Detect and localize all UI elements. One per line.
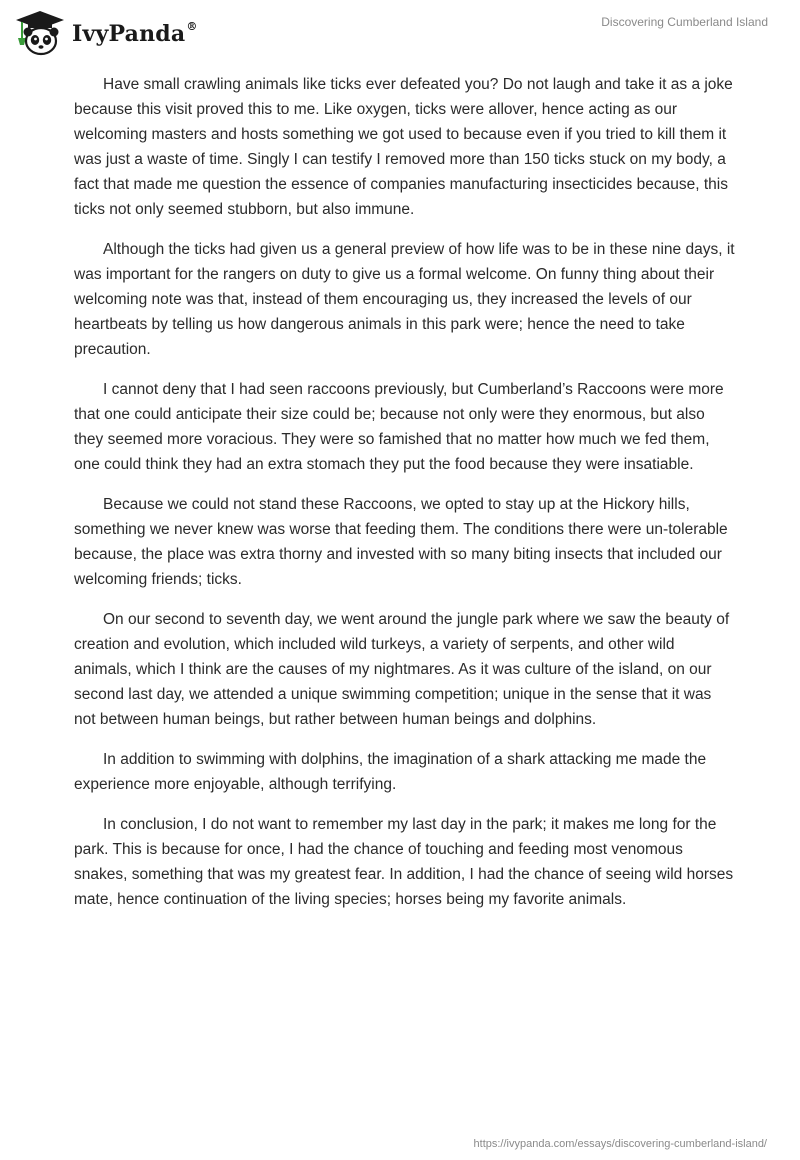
- page-header: [0, 0, 800, 70]
- source-url[interactable]: https://ivypanda.com/essays/discovering-cumberland-island/: [473, 1138, 767, 1150]
- essay-body: [74, 72, 736, 927]
- document-title: Discovering Cumberland Island: [601, 15, 768, 29]
- paragraph: In addition to swimming with dolphins, the imagination of a shark attacking me made the experience more enjoyable, although terrifying.: [74, 751, 707, 793]
- paragraph: I cannot deny that I had seen raccoons previously, but Cumberland’s Raccoons were more that one could anticipate their size could be; because not only were they enormous, but also they seemed more voracious. They were so famished that no matter how much we fed them, one could think they had an extra stomach they put the food because they were insatiable.: [74, 381, 724, 473]
- paragraph: Although the ticks had given us a general preview of how life was to be in these nine days, it was important for the rangers on duty to give us a formal welcome. On funny thing about their welcoming note was that, instead of them encouraging us, they increased the levels of our heartbeats by telling us how dangerous animals in this park were; hence the need to take precaution.: [74, 241, 735, 358]
- brand-name-text: IvyPanda: [72, 21, 186, 47]
- paragraph: Have small crawling animals like ticks ever defeated you? Do not laugh and take it as a joke because this visit proved this to me. Like oxygen, ticks were allover, hence acting as our welcoming masters and hosts something we got used to because even if you tried to kill them it was just a waste of time. Singly I can testify I removed more than 150 ticks stuck on my body, a fact that made me question the essence of companies manufacturing insecticides because, this ticks not only seemed stubborn, but also immune.: [74, 76, 733, 218]
- registered-mark: ®: [186, 19, 198, 33]
- brand-name: [72, 21, 198, 47]
- panda-graduate-icon: [14, 9, 66, 57]
- paragraph: Because we could not stand these Raccoons, we opted to stay up at the Hickory hills, something we never knew was worse that feeding them. The conditions there were un-tolerable because, the place was extra thorny and invested with so many biting insects that included our welcoming friends; ticks.: [74, 496, 728, 588]
- paragraph: On our second to seventh day, we went around the jungle park where we saw the beauty of creation and evolution, which included wild turkeys, a variety of serpents, and other wild animals, which I think are the causes of my nightmares. As it was culture of the island, on our second last day, we attended a unique swimming competition; unique in the sense that it was not between human beings, but rather between human beings and dolphins.: [74, 611, 730, 728]
- paragraph: In conclusion, I do not want to remember my last day in the park; it makes me long for the park. This is because for once, I had the chance of touching and feeding most venomous snakes, something that was my greatest fear. In addition, I had the chance of seeing wild horses mate, hence continuation of the living species; horses being my favorite animals.: [74, 816, 734, 908]
- ivypanda-logo[interactable]: [14, 9, 198, 57]
